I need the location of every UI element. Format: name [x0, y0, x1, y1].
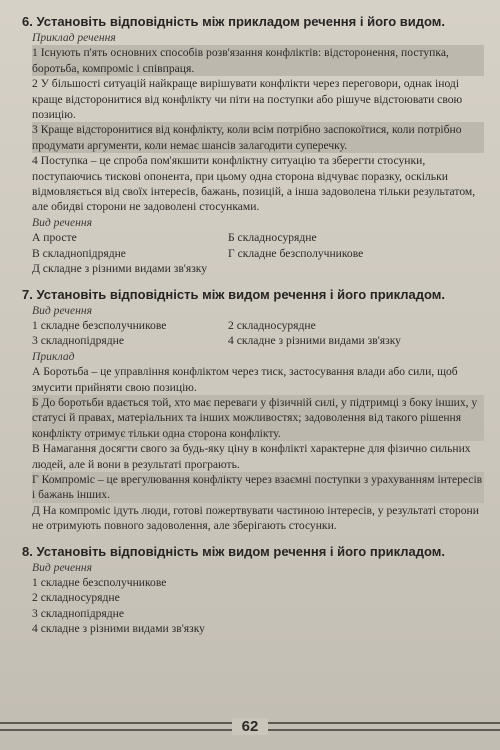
task-7-type-2: 2 складносурядне: [228, 318, 316, 332]
task-6-type-a: А просте: [32, 231, 77, 245]
task-8-type-3: 3 складнопідрядне: [32, 606, 125, 620]
task-7-example-a: А Боротьба – це управління конфліктом через тиск, застосування влади або сили, щоб змусити прийняти свою позицію.: [32, 365, 458, 394]
task-6-title: 6. Установіть відповідність між прикладом речення і його видом.: [22, 14, 446, 29]
task-7-title: 7. Установіть відповідність між видом речення і його прикладом.: [22, 286, 446, 302]
task-7-types-grid: [32, 318, 484, 349]
task-6-type-d: Д складне з різними видами зв'язку: [32, 262, 208, 276]
task-6-example-2: 2 У більшості ситуацій найкраще вирішувати конфлікти через переговори, однак іноді краще відсторонитися від конфлікту чи піти на поступки або рішуче відстоювати свою позицію.: [32, 77, 463, 122]
task-6-type-v: В складнопідрядне: [32, 246, 126, 260]
task-8-types-label: Вид речення: [32, 560, 93, 574]
task-7-type-1: 1 складне безсполучникове: [32, 318, 167, 332]
task-7-type-3: 3 складнопідрядне: [32, 334, 125, 348]
task-8-title: 8. Установіть відповідність між видом речення і його прикладом.: [22, 543, 446, 559]
task-7: [22, 287, 484, 534]
task-8: [22, 544, 484, 637]
task-6-example-1: 1 Існують п'ять основних способів розв'язання конфліктів: відсторонення, поступка, боротьба, компроміс і співпраця.: [32, 45, 484, 76]
task-7-types-label: Вид речення: [32, 303, 93, 317]
task-6-type-g: Г складне безсполучникове: [228, 246, 364, 260]
task-7-example-g: Г Компроміс – це врегулювання конфлікту через взаємні поступки з урахуванням інтересів і бажань інших.: [32, 472, 483, 502]
task-7-example-v: В Намагання досягти свого за будь-яку ціну в конфлікті характерне для фізично сильних людей, але й вони в результаті програють.: [32, 442, 471, 471]
task-6-type-b: Б складносурядне: [228, 231, 317, 245]
task-6-example-3: 3 Краще відсторонитися від конфлікту, коли всім потрібно заспокоїтися, коли потрібно продумати аргументи, коли немає шансів залагодити суперечку.: [32, 122, 484, 153]
task-6-example-4: 4 Поступка – це спроба пом'якшити конфліктну ситуацію та зберегти стосунки, поступаючись тискові опонента, при цьому одна сторона відчуває поразку, оскільки відмовляється від своїх інтересів, бажань, позицій, а інша задоволена тільки результатом, але обидві сторони не задоволені стосунками.: [32, 154, 476, 214]
task-8-type-1: 1 складне безсполучникове: [32, 576, 167, 589]
task-6-examples-label: Приклад речення: [32, 31, 116, 44]
task-6-types-grid: [32, 230, 484, 276]
task-7-examples-label: Приклад: [32, 349, 75, 363]
task-8-type-4: 4 складне з різними видами зв'язку: [32, 622, 205, 636]
page-number: [0, 718, 500, 735]
page-number-text: 62: [232, 718, 269, 735]
task-7-example-b: Б До боротьби вдається той, хто має переваги у фізичній силі, у підтримці з боку інших, у статусі й правах, матеріальних та інших можливостях; задоволення від такого рішення конфлікту отримує тільки одна сторона конфлікту.: [32, 395, 484, 441]
task-7-example-d: Д На компроміс ідуть люди, готові пожертвувати частиною інтересів, у результаті сторони не отримують повного задоволення, але зберігають стосунки.: [32, 503, 479, 533]
task-6-types-label: Вид речення: [32, 215, 93, 229]
page-content: [22, 14, 484, 647]
task-7-type-4: 4 складне з різними видами зв'язку: [228, 334, 401, 348]
task-6: [22, 14, 484, 277]
task-8-type-2: 2 складносурядне: [32, 591, 120, 605]
